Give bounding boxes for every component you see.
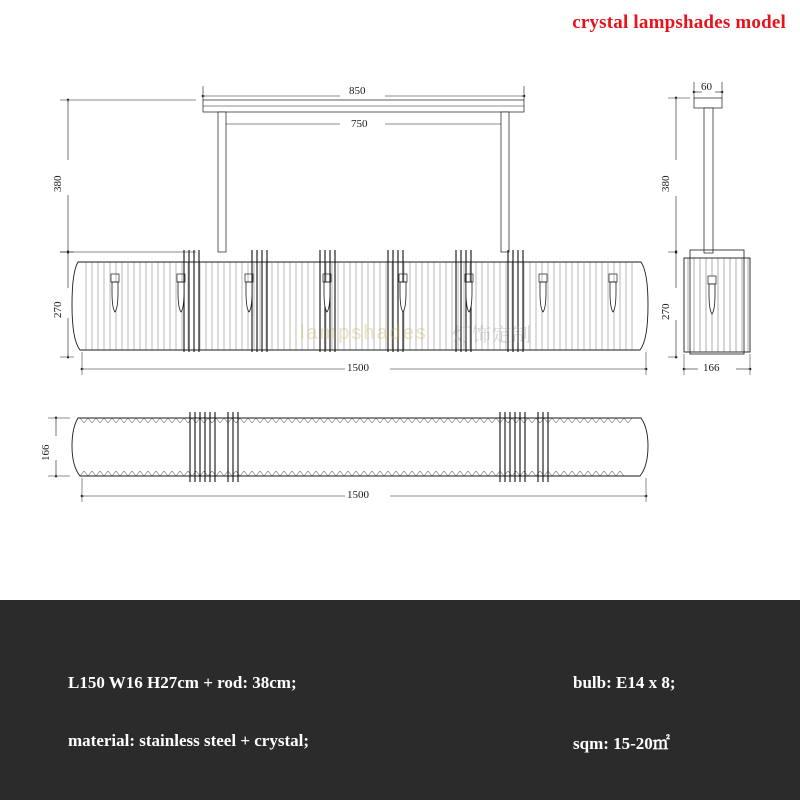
dim-front-shade-height: 270 [52,301,64,318]
spec-row-2 [0,716,800,766]
spec-size: L150 W16 H27cm + rod: 38cm; [68,673,297,692]
dim-side-drop-height: 380 [660,175,672,192]
dim-front-top-width: 850 [349,85,366,97]
dim-front-drop-height: 380 [52,175,64,192]
spec-bar [0,600,800,800]
spec-sqm: sqm: 15-20㎡ [573,733,670,753]
dim-top-view-depth: 166 [40,444,52,461]
dim-front-overall-width: 1500 [347,362,369,374]
dim-side-shade-height: 270 [660,303,672,320]
dim-side-depth: 166 [703,362,720,374]
watermark-sub: 灯饰定制 [452,325,533,346]
dim-top-view-width: 1500 [347,489,369,501]
spec-material: material: stainless steel + crystal; [68,731,310,750]
dim-side-canopy-width: 60 [701,81,712,93]
watermark-main: lampshades [300,322,428,344]
spec-row-1 [0,658,800,708]
spec-bulb: bulb: E14 x 8; [573,673,676,692]
dim-front-mount-width: 750 [351,118,368,130]
page-title: crystal lampshades model [572,12,786,33]
